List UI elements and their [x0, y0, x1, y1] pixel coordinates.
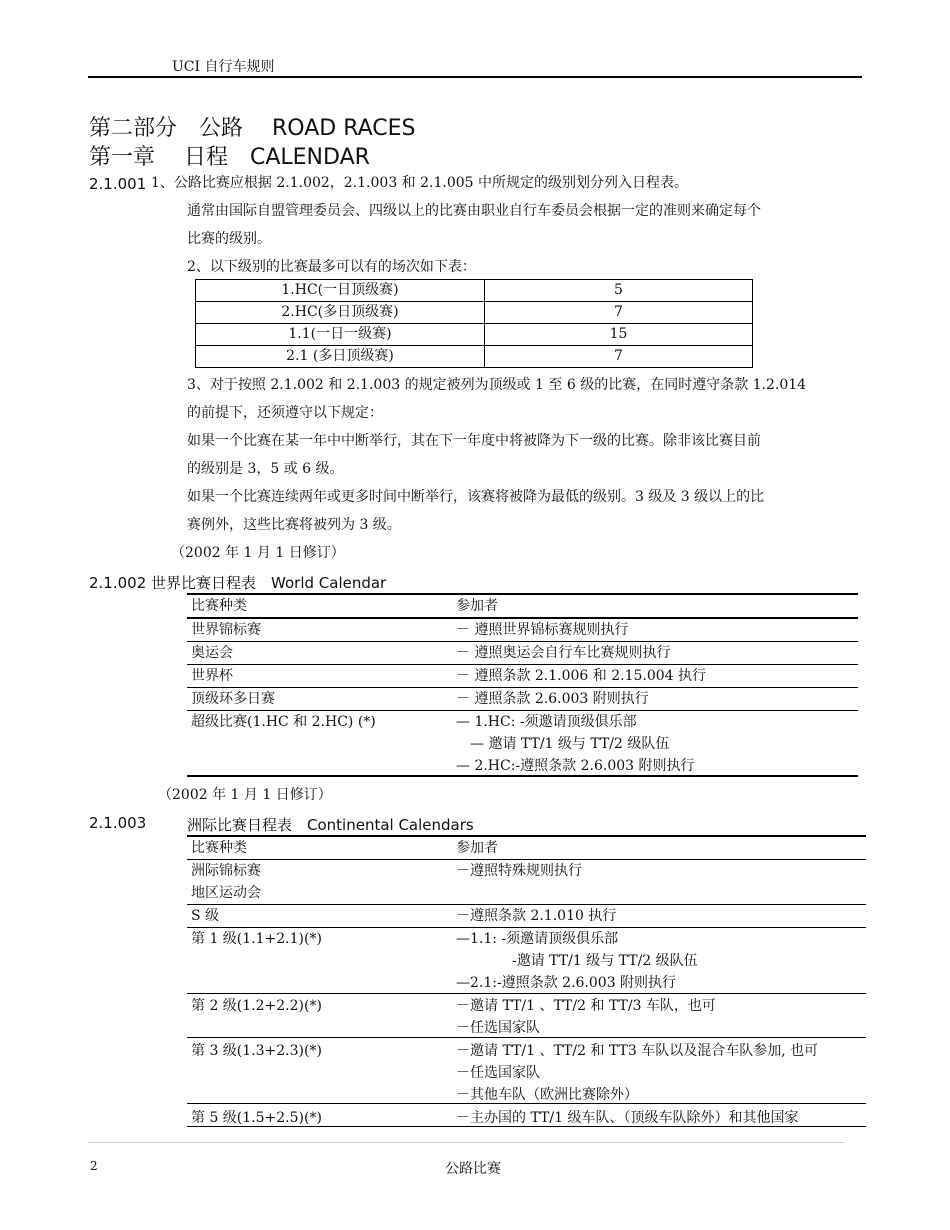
participants-line: — 邀请 TT/1 级与 TT/2 级队伍: [456, 736, 670, 752]
table-header-row: [187, 595, 858, 617]
participants: －遵照条款 2.1.010 执行: [456, 908, 617, 924]
participants-line: -邀请 TT/1 级与 TT/2 级队伍: [456, 953, 698, 969]
participants: －主办国的 TT/1 级车队、（顶级车队除外）和其他国家: [456, 1110, 799, 1126]
amendment-note: （2002 年 1 月 1 日修订）: [158, 787, 332, 803]
table-row: [187, 642, 858, 664]
paragraph-6-line-2: 赛例外，这些比赛将被列为 3 级。: [187, 517, 401, 533]
participants-line: －邀请 TT/1 、TT/2 和 TT/3 车队，也可: [456, 998, 716, 1014]
race-type: 顶级环多日赛: [191, 691, 275, 707]
race-type: S 级: [191, 908, 220, 924]
race-type: 世界杯: [191, 668, 233, 684]
table-row: [187, 1040, 866, 1106]
paragraph-1: 1、公路比赛应根据 2.1.002，2.1.003 和 2.1.005 中所规定的级别划分列入日程表。: [151, 175, 689, 191]
part-title: 第二部分 公路 ROAD RACES: [89, 116, 416, 141]
paragraph-5-line-2: 的级别是 3，5 或 6 级。: [187, 461, 344, 477]
table-row: [187, 619, 858, 641]
participants-line: — 1.HC: -须邀请顶级俱乐部: [456, 714, 637, 730]
section-heading-2-1-003: 洲际比赛日程表 Continental Calendars: [187, 816, 474, 834]
footer-rule: [88, 1142, 844, 1143]
table-row: [187, 688, 858, 710]
table-row: [187, 665, 858, 687]
paragraph-4-line-1: 3、对于按照 2.1.002 和 2.1.003 的规定被列为顶级或 1 至 6 级的比赛，在同时遵守条款 1.2.014: [187, 377, 807, 393]
race-type: 世界锦标赛: [191, 622, 261, 638]
paragraph-2-line-1: 通常由国际自盟管理委员会、四级以上的比赛由职业自行车委员会根据一定的准则来确定每个: [187, 203, 761, 219]
participants: [456, 860, 866, 904]
table-header-row: [187, 837, 866, 859]
chapter-title: 第一章 日程 CALENDAR: [89, 145, 370, 170]
column-header-participants: 参加者: [456, 598, 498, 614]
table-row: [187, 711, 858, 777]
table-row: [196, 346, 753, 368]
participants: [456, 1040, 866, 1106]
limit-label: 1.1(一日一级赛): [196, 324, 485, 346]
participants: － 遵照条款 2.1.006 和 2.15.004 执行: [456, 668, 707, 684]
amendment-note: （2002 年 1 月 1 日修订）: [171, 545, 345, 561]
continental-calendar-table: [187, 835, 866, 1126]
participants: － 遵照条款 2.6.003 附则执行: [456, 691, 649, 707]
limit-value: 5: [485, 280, 753, 302]
table-row: [196, 302, 753, 324]
participants: [456, 928, 866, 994]
participants-line: －其他车队（欧洲比赛除外）: [456, 1087, 638, 1103]
race-type-line: 洲际锦标赛: [191, 863, 261, 879]
section-number-2-1-001: 2.1.001: [89, 175, 147, 193]
participants: － 遵照奥运会自行车比赛规则执行: [456, 645, 671, 661]
column-header-type: 比赛种类: [191, 840, 247, 856]
paragraph-6-line-1: 如果一个比赛连续两年或更多时间中断举行，该赛将被降为最低的级别。3 级及 3 级以上的比: [187, 489, 765, 505]
participants-line: －遵照特殊规则执行: [456, 863, 582, 879]
participants-line: －任选国家队: [456, 1065, 540, 1081]
limit-label: 2.1 (多日顶级赛): [196, 346, 485, 368]
paragraph-3: 2、以下级别的比赛最多可以有的场次如下表：: [187, 259, 476, 275]
page-number: 2: [90, 1159, 98, 1173]
running-header: UCI 自行车规则: [172, 59, 275, 75]
race-limits-table: [195, 279, 753, 368]
paragraph-2-line-2: 比赛的级别。: [187, 231, 271, 247]
limit-label: 2.HC(多日顶级赛): [196, 302, 485, 324]
participants: [456, 711, 858, 777]
table-row: [187, 928, 866, 994]
table-row: [196, 280, 753, 302]
participants-line: —2.1:-遵照条款 2.6.003 附则执行: [456, 975, 677, 991]
participants-line: －任选国家队: [456, 1020, 540, 1036]
table-row: [187, 995, 866, 1039]
participants-line: －邀请 TT/1 、TT/2 和 TT3 车队以及混合车队参加, 也可: [456, 1043, 819, 1059]
race-type: 超级比赛(1.HC 和 2.HC) (*): [191, 714, 376, 730]
column-header-participants: 参加者: [456, 840, 498, 856]
limit-label: 1.HC(一日顶级赛): [196, 280, 485, 302]
race-type: 第 5 级(1.5+2.5)(*): [191, 1110, 322, 1126]
race-type: 第 2 级(1.2+2.2)(*): [191, 998, 322, 1014]
table-row: [187, 860, 866, 904]
participants: [456, 995, 866, 1039]
limit-value: 15: [485, 324, 753, 346]
table-row: [196, 324, 753, 346]
paragraph-5-line-1: 如果一个比赛在某一年中中断举行，其在下一年度中将被降为下一级的比赛。除非该比赛目前: [187, 433, 761, 449]
header-rule: [88, 76, 862, 78]
world-calendar-table: [187, 593, 858, 774]
participants-line: — 2.HC:-遵照条款 2.6.003 附则执行: [456, 758, 695, 774]
section-number-2-1-003: 2.1.003: [89, 814, 147, 832]
footer-title: 公路比赛: [445, 1161, 501, 1177]
paragraph-4-line-2: 的前提下，还须遵守以下规定：: [187, 405, 383, 421]
limit-value: 7: [485, 346, 753, 368]
column-header-type: 比赛种类: [191, 598, 247, 614]
section-heading-2-1-002: 2.1.002 世界比赛日程表 World Calendar: [89, 574, 387, 592]
race-type: 第 1 级(1.1+2.1)(*): [191, 931, 322, 947]
participants-line: —1.1: -须邀请顶级俱乐部: [456, 931, 619, 947]
race-type-line: 地区运动会: [191, 885, 261, 901]
race-type: [187, 860, 456, 904]
limit-value: 7: [485, 302, 753, 324]
race-type: 奥运会: [191, 645, 233, 661]
participants: － 遵照世界锦标赛规则执行: [456, 622, 629, 638]
race-type: 第 3 级(1.3+2.3)(*): [191, 1043, 322, 1059]
table-row: [187, 905, 866, 927]
